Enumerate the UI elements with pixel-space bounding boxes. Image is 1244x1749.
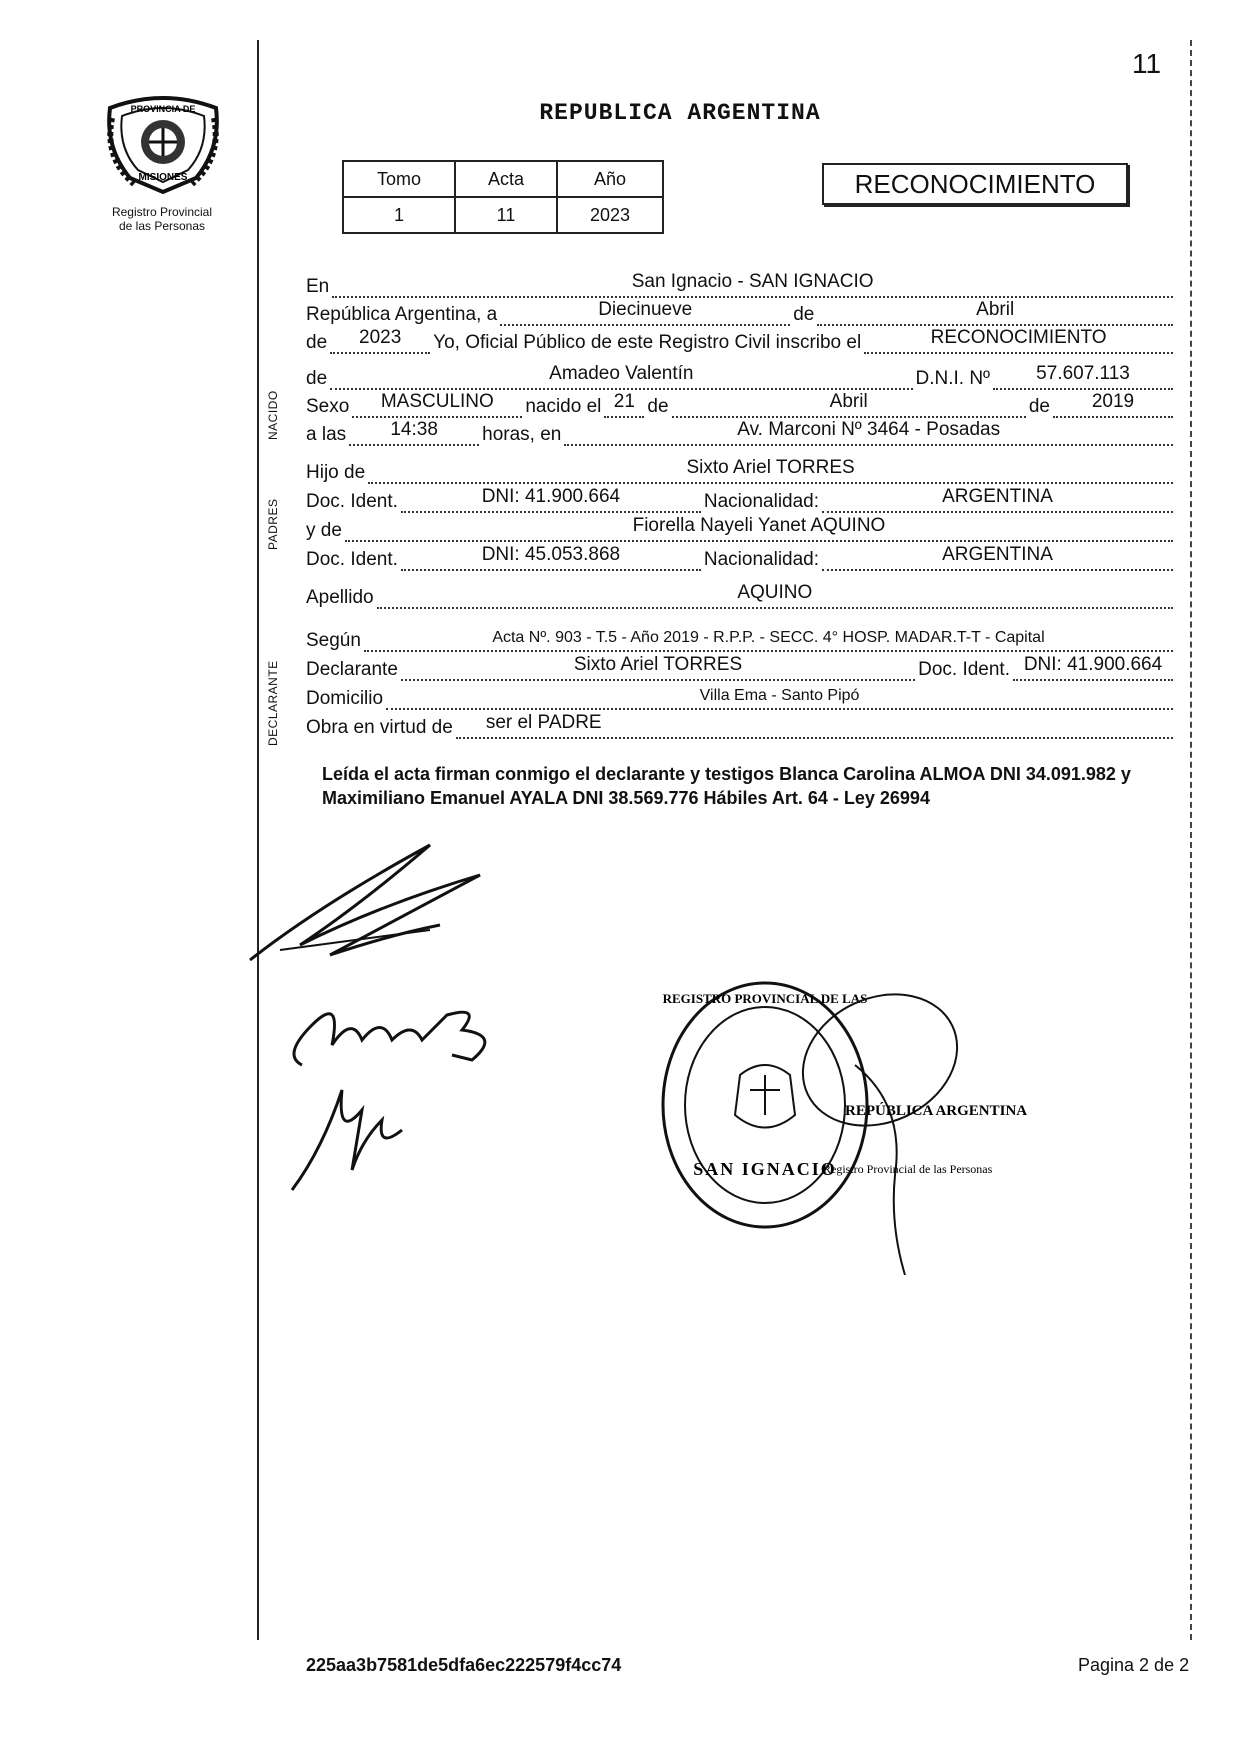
field-birth-day: [604, 392, 644, 418]
row-name: [306, 362, 1176, 390]
label-yde: y de: [306, 520, 342, 541]
official-stamp: [655, 975, 1075, 1275]
value-day: Diecinueve: [598, 299, 693, 320]
row-year: [306, 326, 1176, 354]
signature-2: [272, 985, 532, 1085]
label-en: En: [306, 276, 330, 297]
right-dashed-edge: [1190, 40, 1192, 1640]
value-declarante: Sixto Ariel TORRES: [573, 654, 743, 675]
label-hijo: Hijo de: [306, 462, 366, 483]
logo-text-top: PROVINCIA DE: [130, 104, 196, 114]
field-day: [500, 300, 790, 326]
label-de-birth-year: de: [1028, 396, 1050, 417]
value-mother-doc: DNI: 45.053.868: [481, 544, 621, 565]
row-apellido: [306, 581, 1176, 609]
signature-3: [282, 1080, 442, 1200]
row-domicilio: [306, 682, 1176, 710]
label-doc-father: Doc. Ident.: [306, 491, 398, 512]
value-time: 14:38: [390, 419, 438, 440]
stamp-ring-text: REGISTRO PROVINCIAL DE LAS: [662, 991, 868, 1006]
field-domicilio: [386, 684, 1173, 710]
province-seal-logo: [100, 88, 226, 196]
side-label-nacido: NACIDO: [266, 390, 280, 440]
signature-1: [240, 825, 540, 975]
value-year: 2023: [359, 327, 402, 348]
value-father-doc: DNI: 41.900.664: [481, 486, 621, 507]
value-mother: Fiorella Nayeli Yanet AQUINO: [632, 515, 886, 536]
row-hijo: [306, 456, 1176, 484]
value-segun: Acta Nº. 903 - T.5 - Año 2019 - R.P.P. - SECC. 4° HOSP. MADAR.T-T - Capital: [492, 629, 1045, 646]
label-inscribo: Yo, Oficial Público de este Registro Civil inscribo el: [433, 332, 862, 353]
field-birth-month: [672, 392, 1026, 418]
page-number: 11: [1132, 48, 1162, 79]
field-month: [817, 300, 1173, 326]
field-segun: [364, 626, 1173, 652]
row-declarante: [306, 653, 1176, 681]
value-father-nationality: ARGENTINA: [942, 486, 1053, 507]
act-type-box: RECONOCIMIENTO: [822, 163, 1128, 205]
row-father-doc: [306, 485, 1176, 513]
field-birth-year: [1053, 392, 1173, 418]
field-year: [330, 328, 430, 354]
field-declarante: [401, 655, 915, 681]
value-sexo: MASCULINO: [380, 391, 494, 412]
field-birth-place: [564, 420, 1173, 446]
field-act-type: [864, 328, 1173, 354]
label-declarante: Declarante: [306, 659, 398, 680]
label-segun: Según: [306, 630, 361, 651]
row-mother: [306, 514, 1176, 542]
label-doc-declarante: Doc. Ident.: [918, 659, 1010, 680]
value-birth-day: 21: [613, 391, 635, 412]
field-time: [349, 420, 479, 446]
stamp-right-line1: REPÚBLICA ARGENTINA: [845, 1103, 1028, 1119]
stamp-right-line2: Registro Provincial de las Personas: [823, 1162, 993, 1176]
label-alas: a las: [306, 424, 347, 445]
value-month: Abril: [976, 299, 1015, 320]
value-obra: ser el PADRE: [485, 712, 602, 733]
stamp-city: SAN IGNACIO: [693, 1159, 837, 1179]
field-apellido: [377, 583, 1173, 609]
field-father: [368, 458, 1173, 484]
label-de-name: de: [306, 368, 328, 389]
field-sexo: [352, 392, 522, 418]
value-birth-year: 2019: [1091, 391, 1135, 412]
label-domicilio: Domicilio: [306, 688, 384, 709]
registry-name-line1: Registro Provincial: [111, 205, 213, 219]
table-header-tomo: Tomo: [343, 161, 455, 197]
side-label-declarante: DECLARANTE: [266, 660, 280, 746]
label-apellido: Apellido: [306, 587, 374, 608]
field-mother-doc: [401, 545, 701, 571]
table-value-acta: 11: [455, 197, 557, 233]
label-de-birth-month: de: [647, 396, 669, 417]
table-value-tomo: 1: [343, 197, 455, 233]
label-republica: República Argentina, a: [306, 304, 498, 325]
row-alas: [306, 418, 1176, 446]
row-republica: [306, 298, 1176, 326]
value-apellido: AQUINO: [737, 582, 813, 603]
field-mother-nationality: [822, 545, 1173, 571]
value-declarante-doc: DNI: 41.900.664: [1023, 654, 1163, 675]
value-birth-place: Av. Marconi Nº 3464 - Posadas: [737, 419, 1001, 440]
registry-name: [82, 205, 242, 233]
field-name: [330, 364, 912, 390]
row-en: [306, 270, 1176, 298]
row-mother-doc: [306, 543, 1176, 571]
label-nacionalidad-father: Nacionalidad:: [703, 491, 820, 512]
label-nacido: nacido el: [525, 396, 602, 417]
label-nacionalidad-mother: Nacionalidad:: [703, 549, 820, 570]
field-father-doc: [401, 487, 701, 513]
pagination: Pagina 2 de 2: [1078, 1655, 1190, 1675]
value-name: Amadeo Valentín: [549, 363, 694, 384]
table-header-acta: Acta: [455, 161, 557, 197]
field-dni: [993, 364, 1173, 390]
label-doc-mother: Doc. Ident.: [306, 549, 398, 570]
value-dni: 57.607.113: [1036, 363, 1130, 384]
row-segun: [306, 624, 1176, 652]
label-obra: Obra en virtud de: [306, 717, 453, 738]
value-mother-nationality: ARGENTINA: [942, 544, 1053, 565]
document-hash: 225aa3b7581de5dfa6ec222579f4cc74: [306, 1655, 622, 1675]
logo-text-bottom: MISIONES: [138, 172, 188, 183]
field-mother: [345, 516, 1173, 542]
value-domicilio: Villa Ema - Santo Pipó: [699, 687, 860, 704]
row-obra: [306, 711, 1176, 739]
act-reference-table: [342, 160, 664, 234]
field-father-nationality: [822, 487, 1173, 513]
label-dni: D.N.I. Nº: [915, 368, 990, 389]
value-birth-month: Abril: [829, 391, 868, 412]
reading-statement: Leída el acta firman conmigo el declarante y testigos Blanca Carolina ALMOA DNI 34.091.982 y Maximiliano Emanuel AYALA DNI 38.569.776 Hábiles Art. 64 - Ley 26994: [322, 764, 1131, 808]
row-sexo: [306, 390, 1176, 418]
field-obra: [456, 713, 1173, 739]
label-horas: horas, en: [482, 424, 562, 445]
table-header-anio: Año: [557, 161, 663, 197]
table-value-anio: 2023: [557, 197, 663, 233]
label-de-year: de: [306, 332, 328, 353]
label-de: de: [793, 304, 815, 325]
registry-name-line2: de las Personas: [118, 219, 206, 233]
value-father: Sixto Ariel TORRES: [686, 457, 855, 478]
value-place: San Ignacio - SAN IGNACIO: [631, 271, 874, 292]
side-label-padres: PADRES: [266, 498, 280, 550]
value-act-type: RECONOCIMIENTO: [930, 327, 1107, 348]
field-declarante-doc: [1013, 655, 1173, 681]
field-place: [332, 272, 1173, 298]
document-title: REPUBLICA ARGENTINA: [539, 100, 821, 126]
label-sexo: Sexo: [306, 396, 350, 417]
